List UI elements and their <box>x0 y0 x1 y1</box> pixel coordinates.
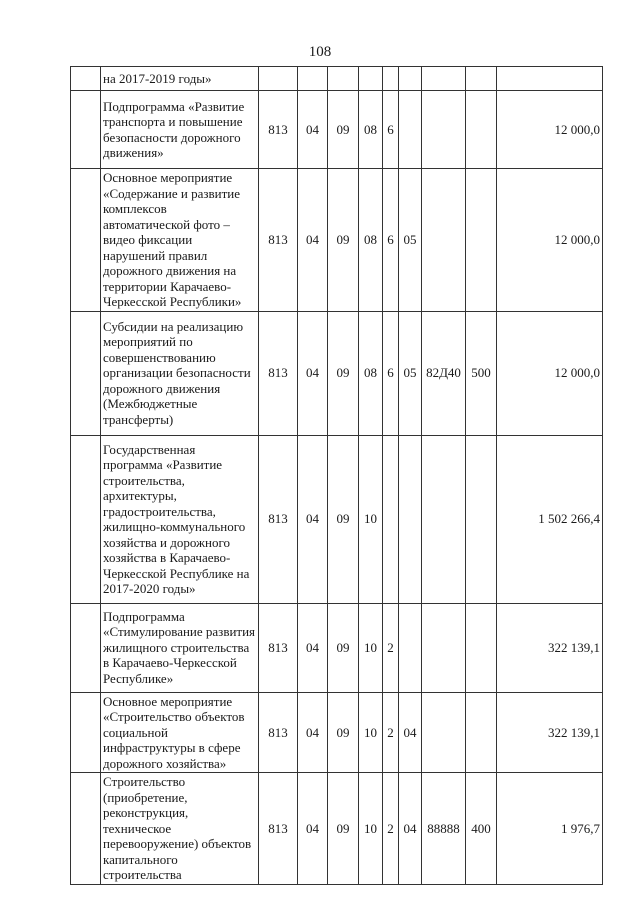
activity-code: 04 <box>399 773 422 885</box>
activity-code: 04 <box>399 692 422 773</box>
program-code: 08 <box>359 311 383 435</box>
subprogram-code: 6 <box>383 91 399 169</box>
program-code: 10 <box>359 692 383 773</box>
direction-code <box>422 692 466 773</box>
table-row <box>71 773 603 885</box>
row-name: Государственная программа «Развитие строительства, архитектуры, градостроительства, жилищно-коммунального хозяйства и дорожного хозяйства в Карачаево-Черкесской Республике на 2017-2020 годы» <box>101 435 259 603</box>
program-code: 10 <box>359 435 383 603</box>
budget-table <box>70 66 603 885</box>
subsection-code: 09 <box>328 603 359 692</box>
table-row <box>71 603 603 692</box>
amount <box>497 67 603 91</box>
grbs-code: 813 <box>259 169 298 312</box>
section-code <box>298 67 328 91</box>
section-code: 04 <box>298 435 328 603</box>
expense-type-code <box>466 67 497 91</box>
subsection-code: 09 <box>328 692 359 773</box>
direction-code: 82Д40 <box>422 311 466 435</box>
grbs-code: 813 <box>259 311 298 435</box>
activity-code <box>399 603 422 692</box>
row-name: Строительство (приобретение, реконструкция, техническое перевооружение) объектов капитального строительства <box>101 773 259 885</box>
activity-code <box>399 435 422 603</box>
section-code: 04 <box>298 169 328 312</box>
direction-code <box>422 91 466 169</box>
row-name: Основное мероприятие «Строительство объектов социальной инфраструктуры в сфере дорожного хозяйства» <box>101 692 259 773</box>
amount: 12 000,0 <box>497 169 603 312</box>
subsection-code <box>328 67 359 91</box>
expense-type-code: 500 <box>466 311 497 435</box>
table-row <box>71 91 603 169</box>
subsection-code: 09 <box>328 773 359 885</box>
grbs-code: 813 <box>259 773 298 885</box>
table-row <box>71 692 603 773</box>
grbs-code: 813 <box>259 692 298 773</box>
subsection-code: 09 <box>328 91 359 169</box>
subprogram-code: 6 <box>383 311 399 435</box>
grbs-code: 813 <box>259 91 298 169</box>
page-number: 108 <box>308 44 332 60</box>
subprogram-code: 2 <box>383 692 399 773</box>
program-code: 10 <box>359 603 383 692</box>
empty-cell <box>71 603 101 692</box>
row-name: Субсидии на реализацию мероприятий по совершенствованию организации безопасности дорожного движения (Межбюджетные трансферты) <box>101 311 259 435</box>
subsection-code: 09 <box>328 169 359 312</box>
expense-type-code <box>466 692 497 773</box>
table-row <box>71 311 603 435</box>
subsection-code: 09 <box>328 435 359 603</box>
subprogram-code: 6 <box>383 169 399 312</box>
expense-type-code <box>466 169 497 312</box>
amount: 1 976,7 <box>497 773 603 885</box>
section-code: 04 <box>298 773 328 885</box>
empty-cell <box>71 67 101 91</box>
subprogram-code: 2 <box>383 773 399 885</box>
program-code: 08 <box>359 91 383 169</box>
section-code: 04 <box>298 603 328 692</box>
empty-cell <box>71 169 101 312</box>
expense-type-code <box>466 91 497 169</box>
grbs-code: 813 <box>259 603 298 692</box>
direction-code <box>422 603 466 692</box>
empty-cell <box>71 91 101 169</box>
section-code: 04 <box>298 311 328 435</box>
expense-type-code <box>466 435 497 603</box>
direction-code <box>422 435 466 603</box>
program-code: 08 <box>359 169 383 312</box>
table-row <box>71 169 603 312</box>
program-code: 10 <box>359 773 383 885</box>
empty-cell <box>71 692 101 773</box>
empty-cell <box>71 435 101 603</box>
empty-cell <box>71 311 101 435</box>
subsection-code: 09 <box>328 311 359 435</box>
expense-type-code <box>466 603 497 692</box>
subprogram-code: 2 <box>383 603 399 692</box>
activity-code <box>399 67 422 91</box>
activity-code: 05 <box>399 169 422 312</box>
subprogram-code <box>383 435 399 603</box>
amount: 1 502 266,4 <box>497 435 603 603</box>
section-code: 04 <box>298 91 328 169</box>
grbs-code <box>259 67 298 91</box>
amount: 322 139,1 <box>497 692 603 773</box>
direction-code <box>422 169 466 312</box>
section-code: 04 <box>298 692 328 773</box>
activity-code <box>399 91 422 169</box>
row-name: Подпрограмма «Стимулирование развития жилищного строительства в Карачаево-Черкесской Республике» <box>101 603 259 692</box>
expense-type-code: 400 <box>466 773 497 885</box>
activity-code: 05 <box>399 311 422 435</box>
row-name: Подпрограмма «Развитие транспорта и повышение безопасности дорожного движения» <box>101 91 259 169</box>
subprogram-code <box>383 67 399 91</box>
program-code <box>359 67 383 91</box>
row-name: Основное мероприятие «Содержание и развитие комплексов автоматической фото – видео фиксации нарушений правил дорожного движения на территории Карачаево-Черкесской Республики» <box>101 169 259 312</box>
table-row <box>71 67 603 91</box>
direction-code: 88888 <box>422 773 466 885</box>
direction-code <box>422 67 466 91</box>
amount: 12 000,0 <box>497 311 603 435</box>
row-name: на 2017-2019 годы» <box>101 67 259 91</box>
table-row <box>71 435 603 603</box>
amount: 12 000,0 <box>497 91 603 169</box>
amount: 322 139,1 <box>497 603 603 692</box>
grbs-code: 813 <box>259 435 298 603</box>
empty-cell <box>71 773 101 885</box>
